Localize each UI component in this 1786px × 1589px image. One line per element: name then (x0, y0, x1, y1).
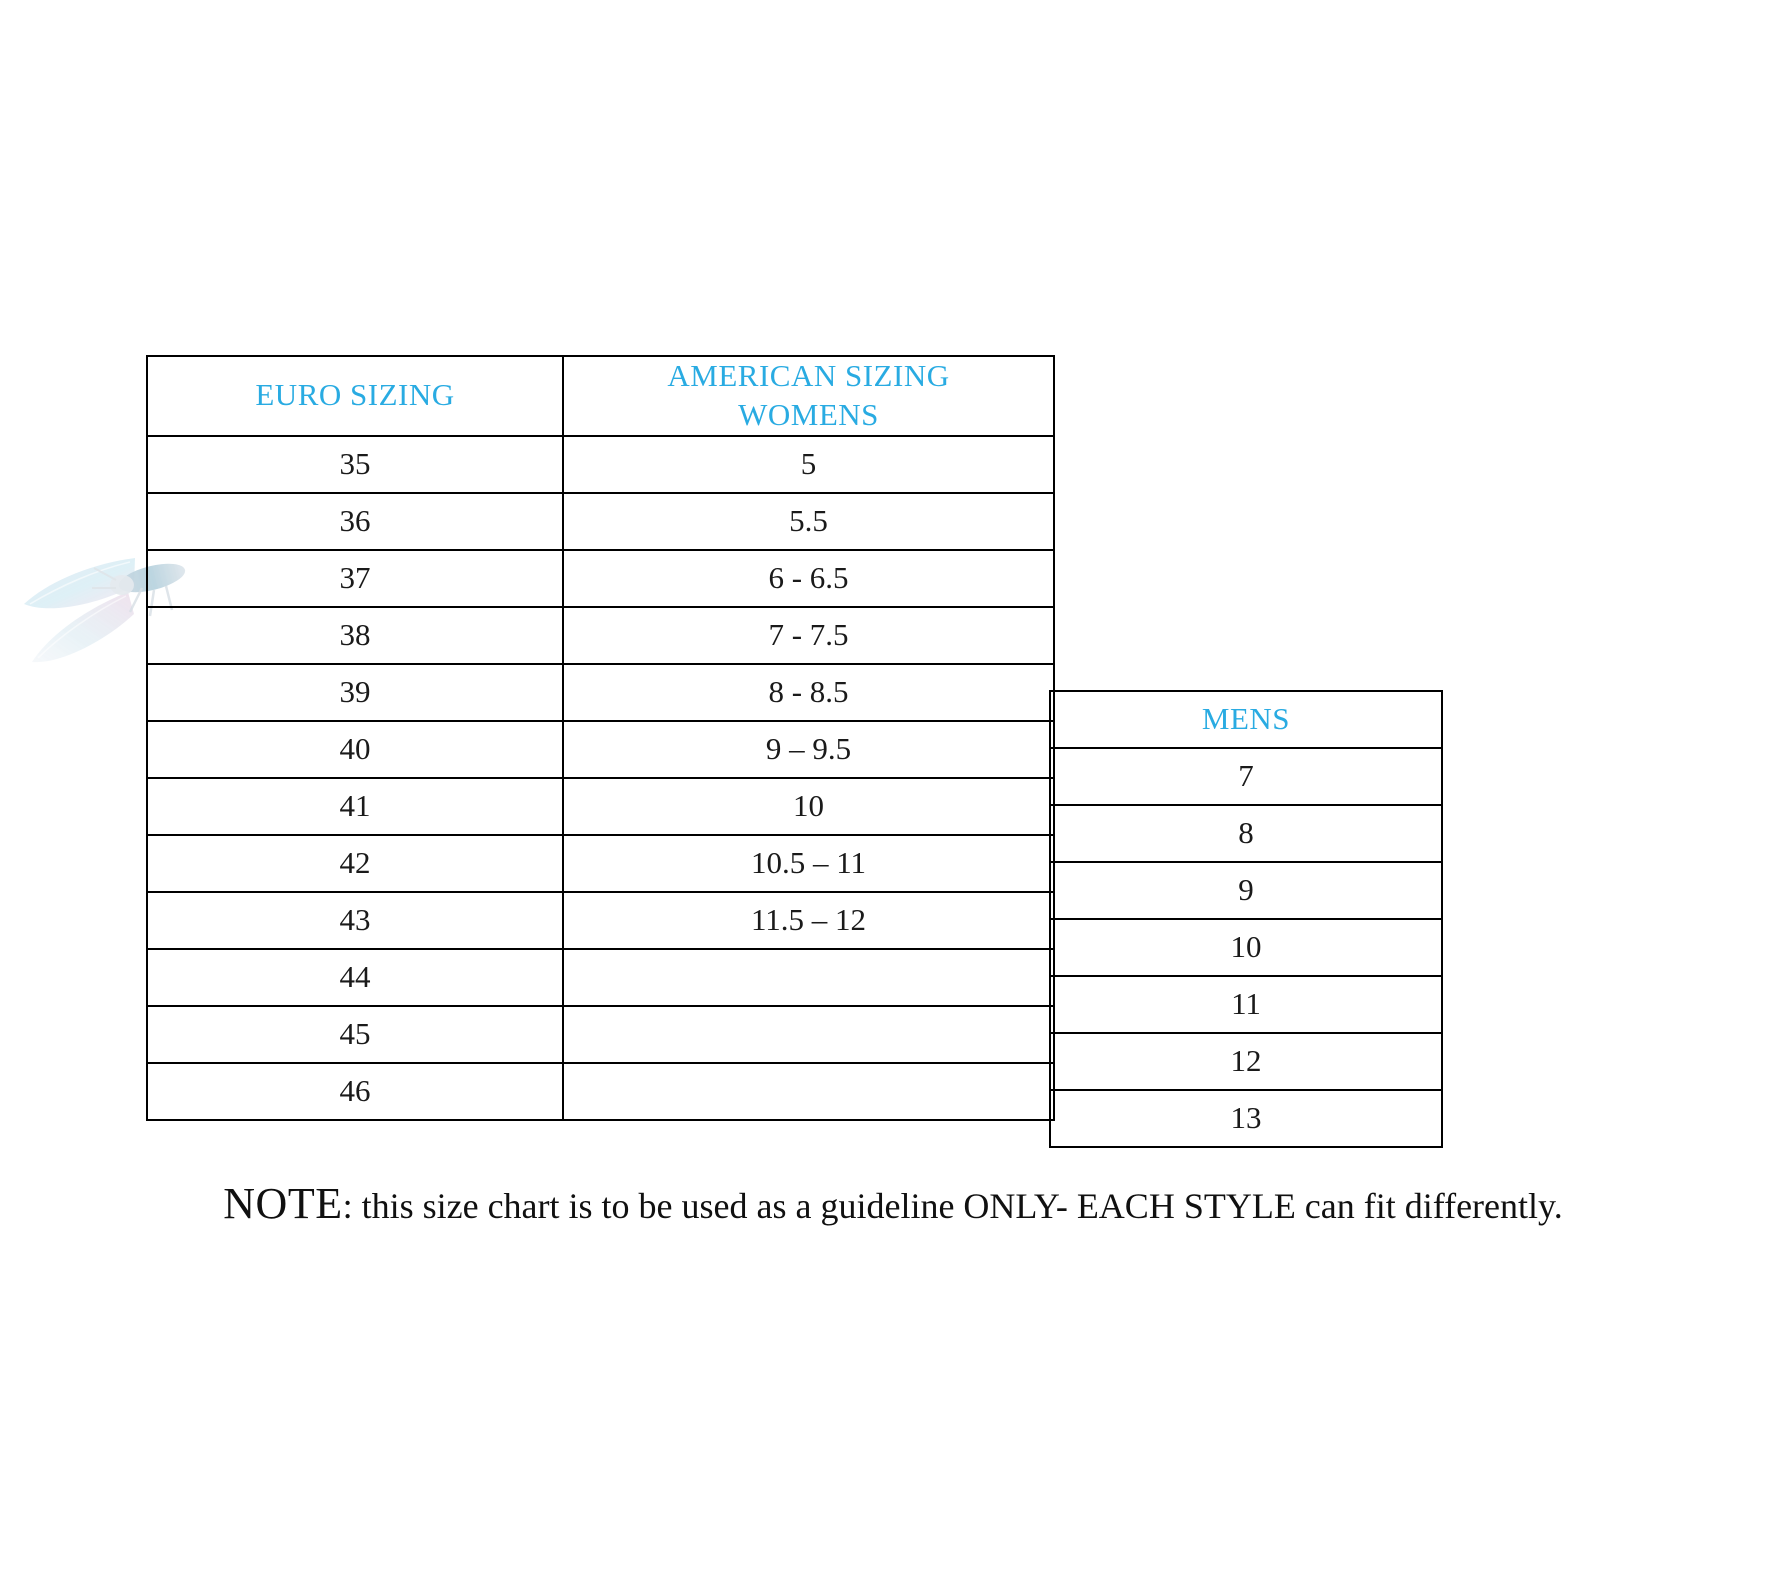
euro-size-cell: 46 (147, 1063, 563, 1120)
table-row (1050, 862, 1442, 919)
table-row (147, 778, 1054, 835)
euro-size-cell: 40 (147, 721, 563, 778)
womens-size-cell: 10.5 – 11 (563, 835, 1054, 892)
womens-size-cell: 11.5 – 12 (563, 892, 1054, 949)
mens-header: MENS (1050, 691, 1442, 748)
mens-table-body (1050, 748, 1442, 1147)
american-sizing-line1: AMERICAN SIZING (667, 358, 950, 393)
mens-size-cell: 9 (1050, 862, 1442, 919)
header-row (1050, 691, 1442, 748)
womens-size-cell: 8 - 8.5 (563, 664, 1054, 721)
note-text (0, 1175, 1786, 1232)
euro-womens-table (146, 355, 1055, 1121)
table-row (1050, 1090, 1442, 1147)
table-row (147, 1063, 1054, 1120)
mens-size-cell: 8 (1050, 805, 1442, 862)
euro-size-cell: 45 (147, 1006, 563, 1063)
womens-size-cell: 10 (563, 778, 1054, 835)
table-row (147, 493, 1054, 550)
table-row (1050, 748, 1442, 805)
womens-size-cell: 7 - 7.5 (563, 607, 1054, 664)
euro-size-cell: 39 (147, 664, 563, 721)
womens-size-cell: 6 - 6.5 (563, 550, 1054, 607)
table-row (1050, 976, 1442, 1033)
womens-size-cell: 5 (563, 436, 1054, 493)
table-row (147, 835, 1054, 892)
womens-size-cell: 9 – 9.5 (563, 721, 1054, 778)
womens-size-cell-empty (563, 949, 1054, 1006)
euro-size-cell: 41 (147, 778, 563, 835)
euro-size-cell: 44 (147, 949, 563, 1006)
euro-size-cell: 43 (147, 892, 563, 949)
table-header (147, 356, 1054, 436)
table-row (147, 1006, 1054, 1063)
mens-size-cell: 11 (1050, 976, 1442, 1033)
mens-size-cell: 10 (1050, 919, 1442, 976)
euro-sizing-header: EURO SIZING (147, 356, 563, 436)
euro-size-cell: 35 (147, 436, 563, 493)
note-label: NOTE (223, 1179, 343, 1228)
mens-table (1049, 690, 1443, 1148)
womens-size-cell-empty (563, 1006, 1054, 1063)
note-body: : this size chart is to be used as a guideline ONLY- EACH STYLE can fit differently. (342, 1186, 1563, 1226)
euro-size-cell: 36 (147, 493, 563, 550)
womens-size-cell-empty (563, 1063, 1054, 1120)
table-row (147, 550, 1054, 607)
american-sizing-line2: WOMENS (738, 396, 879, 432)
table-row (147, 607, 1054, 664)
american-sizing-header (563, 356, 1054, 436)
table-row (147, 721, 1054, 778)
table-row (147, 664, 1054, 721)
table-row (1050, 919, 1442, 976)
table-body (147, 436, 1054, 1120)
table-row (147, 949, 1054, 1006)
mens-size-cell: 13 (1050, 1090, 1442, 1147)
table-row (1050, 1033, 1442, 1090)
table-row (147, 892, 1054, 949)
euro-size-cell: 38 (147, 607, 563, 664)
size-chart (146, 355, 1446, 1135)
womens-size-cell: 5.5 (563, 493, 1054, 550)
header-row (147, 356, 1054, 436)
mens-table-header (1050, 691, 1442, 748)
mens-size-cell: 12 (1050, 1033, 1442, 1090)
mens-size-cell: 7 (1050, 748, 1442, 805)
table-row (147, 436, 1054, 493)
table-row (1050, 805, 1442, 862)
euro-size-cell: 37 (147, 550, 563, 607)
euro-size-cell: 42 (147, 835, 563, 892)
